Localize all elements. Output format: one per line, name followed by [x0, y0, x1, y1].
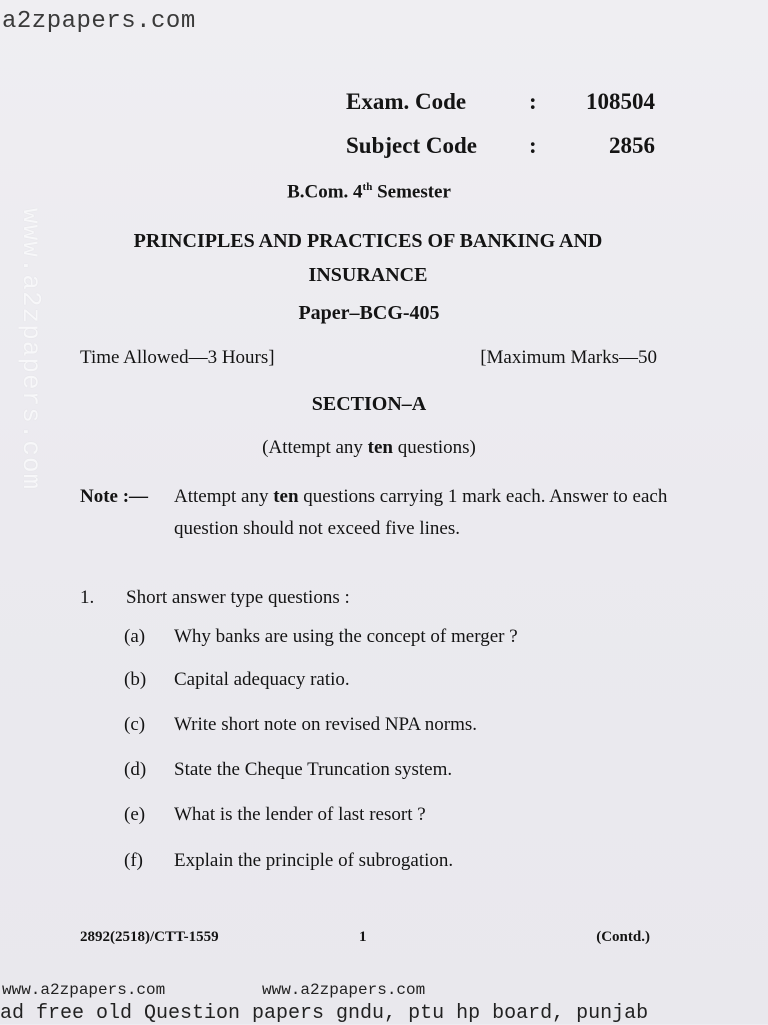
sub-question-text: What is the lender of last resort ? [174, 804, 426, 825]
semester-prefix: B.Com. 4 [287, 181, 363, 203]
attempt-suffix: questions) [393, 437, 476, 458]
sub-question-a [124, 626, 518, 648]
question-title: Short answer type questions : [126, 587, 350, 608]
watermark-vertical: www.a2zpapers.com [16, 208, 46, 491]
exam-code-value: 108504 [586, 89, 655, 114]
watermark-bottom-right: www.a2zpapers.com [262, 981, 426, 999]
sub-question-label: (e) [124, 804, 146, 825]
sub-question-label: (d) [124, 759, 147, 780]
subject-code-value: 2856 [609, 133, 655, 158]
attempt-bold: ten [367, 437, 393, 458]
footer-contd: (Contd.) [596, 929, 650, 945]
note-body [174, 481, 674, 545]
exam-code [346, 89, 655, 115]
exam-code-colon: : [529, 89, 537, 114]
semester-suffix: Semester [372, 181, 451, 203]
question-number: 1. [80, 587, 95, 608]
paper-code: Paper–BCG-405 [298, 302, 440, 324]
watermark-tagline: ad free old Question papers gndu, ptu hp board, punjab [0, 1002, 649, 1025]
course-title: PRINCIPLES AND PRACTICES OF BANKING AND INSURANCE [133, 230, 603, 286]
note-suffix: questions carrying 1 mark each. Answer to each question should not exceed five lines. [174, 486, 668, 539]
time-allowed: Time Allowed—3 Hours] [80, 347, 275, 368]
exam-code-label: Exam. Code [346, 89, 467, 114]
watermark-top: a2zpapers.com [2, 8, 196, 35]
sub-question-d [124, 759, 452, 781]
subject-code [346, 133, 655, 159]
max-marks: [Maximum Marks—50 [480, 347, 657, 368]
section-title: SECTION–A [311, 393, 427, 415]
sub-question-f [124, 850, 453, 872]
sub-question-e [124, 804, 426, 826]
sub-question-text: Write short note on revised NPA norms. [174, 714, 478, 735]
sub-question-c [124, 714, 477, 736]
sub-question-text: Capital adequacy ratio. [174, 669, 350, 690]
footer-paper-code: 2892(2518)/CTT-1559 [80, 929, 219, 945]
semester [0, 181, 738, 203]
sub-question-text: State the Cheque Truncation system. [174, 759, 453, 780]
sub-question-text: Why banks are using the concept of merger ? [174, 626, 518, 647]
attempt-prefix: (Attempt any [262, 437, 368, 458]
sub-question-label: (f) [124, 850, 143, 871]
sub-question-label: (a) [124, 626, 146, 647]
subject-code-label: Subject Code [346, 133, 477, 158]
semester-sup: th [362, 181, 373, 193]
note-bold: ten [273, 486, 299, 507]
note-label: Note :— [80, 486, 149, 507]
watermark-bottom-left: www.a2zpapers.com [2, 981, 166, 999]
sub-question-label: (c) [124, 714, 146, 735]
note-prefix: Attempt any [174, 486, 274, 507]
subject-code-colon: : [529, 133, 537, 158]
attempt-instruction [0, 437, 738, 459]
sub-question-label: (b) [124, 669, 147, 690]
footer-page-number: 1 [359, 929, 367, 945]
sub-question-text: Explain the principle of subrogation. [174, 850, 454, 871]
sub-question-b [124, 669, 350, 691]
